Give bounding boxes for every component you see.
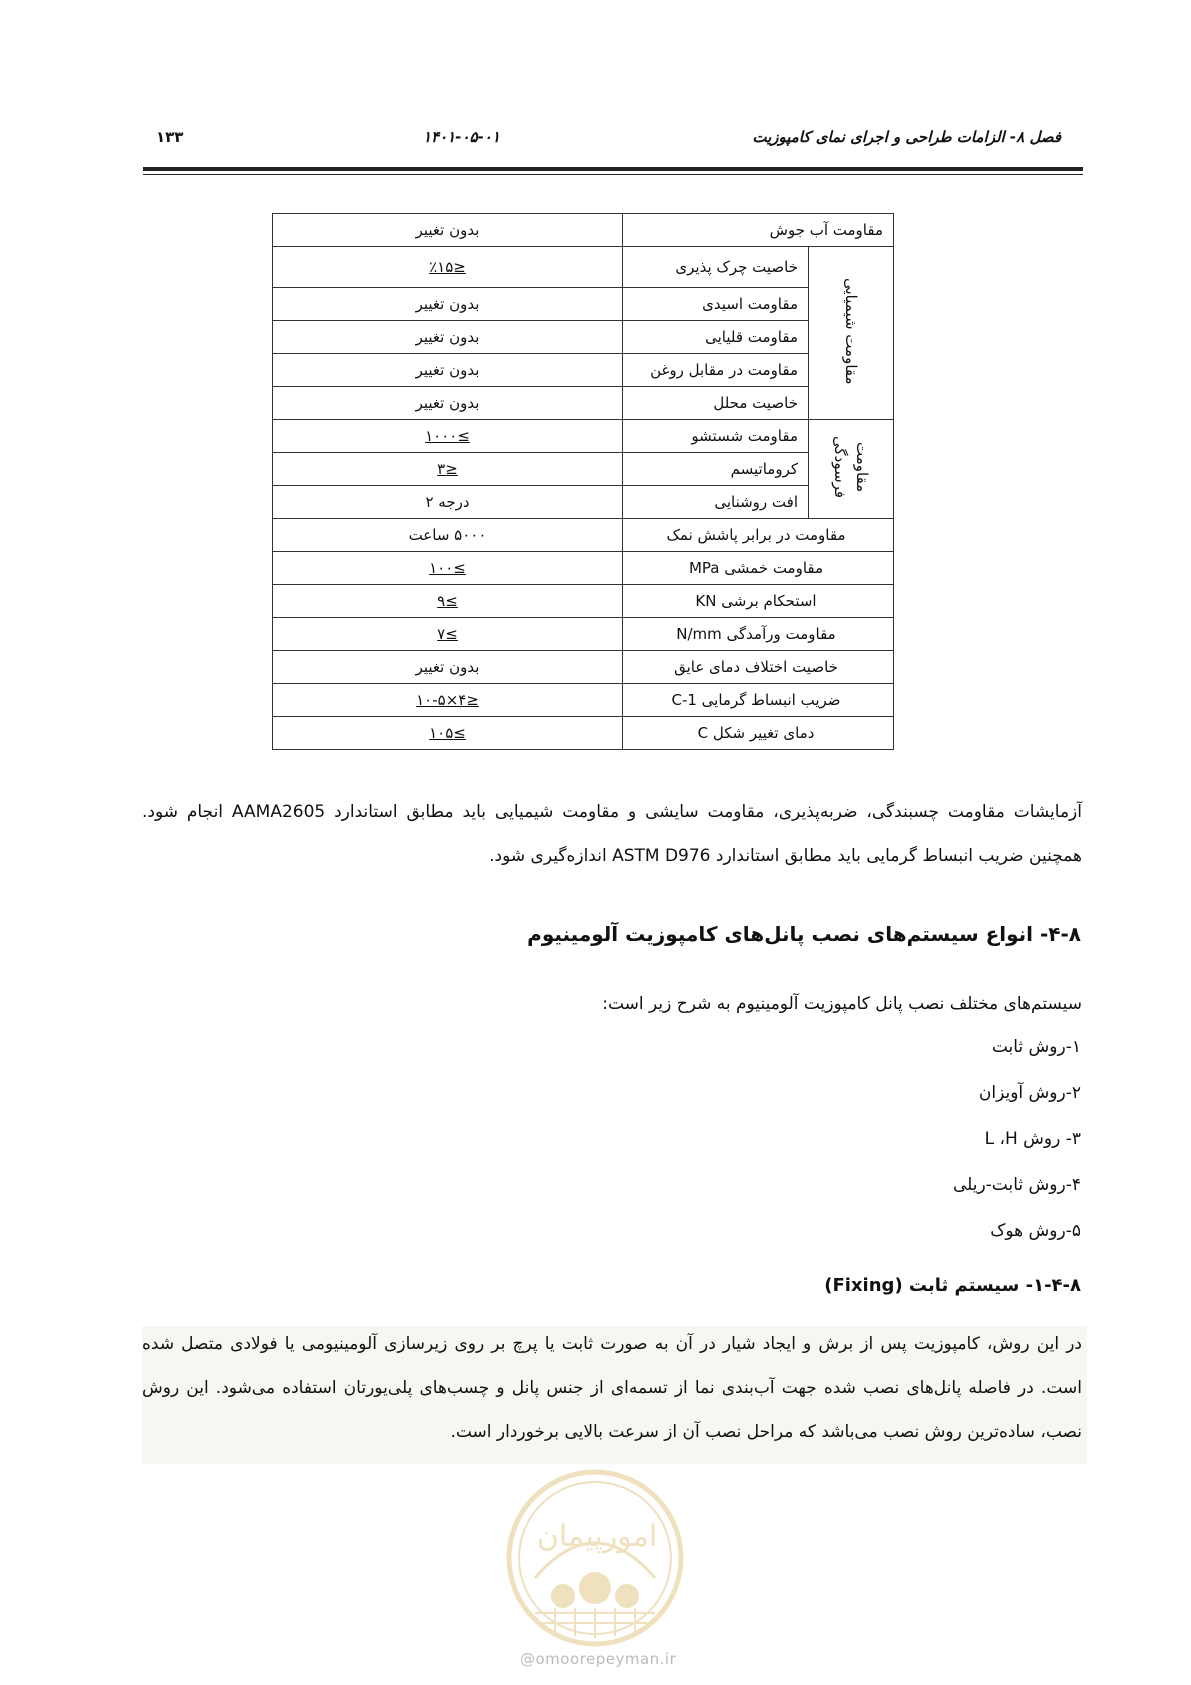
table-cell-property: مقاومت در مقابل روغن bbox=[623, 354, 809, 387]
section-heading: ۴-۸- انواع سیستم‌های نصب پانل‌های کامپوزیت آلومینیوم bbox=[527, 922, 1081, 946]
page-number: ۱۳۳ bbox=[156, 128, 184, 146]
table-cell-property: ضریب انبساط گرمایی C-1 bbox=[623, 684, 894, 717]
table-cell-property: مقاومت در برابر پاشش نمک bbox=[623, 519, 894, 552]
table-cell-value: درجه ۲ bbox=[273, 486, 623, 519]
table-group-chemical bbox=[809, 247, 894, 420]
paragraph-intro: سیستم‌های مختلف نصب پانل کامپوزیت آلومینیوم به شرح زیر است: bbox=[602, 994, 1082, 1014]
list-item: ۲-روش آویزان bbox=[978, 1083, 1081, 1103]
table-cell-value: بدون تغییر bbox=[273, 651, 623, 684]
paragraph-standards: آزمایشات مقاومت چسبندگی، ضربه‌پذیری، مقاومت سایشی و مقاومت شیمیایی باید مطابق استاندارد AAMA2605 انجام شود. همچنین ضریب انبساط گرمایی باید مطابق استاندارد ASTM D976 اندازه‌گیری شود. bbox=[142, 802, 1082, 866]
header-date: ۱۴۰۱-۰۵-۰۱ bbox=[423, 128, 500, 146]
table-cell-property: مقاومت شستشو bbox=[623, 420, 809, 453]
table-cell-value: بدون تغییر bbox=[273, 214, 623, 247]
table-cell-value: ≤۳ bbox=[273, 453, 623, 486]
table-row bbox=[273, 453, 894, 486]
table-cell-property: مقاومت قلیایی bbox=[623, 321, 809, 354]
table-row bbox=[273, 387, 894, 420]
table-row bbox=[273, 618, 894, 651]
table-cell-value: بدون تغییر bbox=[273, 288, 623, 321]
table-cell-property: مقاومت اسیدی bbox=[623, 288, 809, 321]
table-row bbox=[273, 354, 894, 387]
table-cell-property: دمای تغییر شکل C bbox=[623, 717, 894, 750]
list-item: ۵-روش هوک bbox=[990, 1221, 1081, 1241]
table-cell-value: ≤۴×۱۰-۵ bbox=[273, 684, 623, 717]
group-label: مقاومت فرسودگی bbox=[831, 435, 871, 499]
table-cell-value: ۵۰۰۰ ساعت bbox=[273, 519, 623, 552]
table-cell-value: بدون تغییر bbox=[273, 354, 623, 387]
header-rule-thin bbox=[143, 174, 1083, 175]
table-cell-property: مقاومت آب جوش bbox=[623, 214, 894, 247]
table-row bbox=[273, 288, 894, 321]
table-cell-property: مقاومت خمشی MPa bbox=[623, 552, 894, 585]
group-label: مقاومت شیمیایی bbox=[842, 277, 860, 385]
list-item: ۴-روش ثابت-ریلی bbox=[952, 1175, 1081, 1195]
table-row bbox=[273, 651, 894, 684]
install-methods-list bbox=[953, 1024, 1081, 1254]
chapter-title: فصل ۸- الزامات طراحی و اجرای نمای کامپوزیت bbox=[752, 128, 1061, 146]
seal-text: امورپیمان bbox=[536, 1519, 658, 1554]
table-row bbox=[273, 684, 894, 717]
table-cell-value: ≥۱۰۰۰ bbox=[273, 420, 623, 453]
table-row bbox=[273, 717, 894, 750]
table-row bbox=[273, 321, 894, 354]
table-group-wear bbox=[809, 420, 894, 519]
table-cell-property: خاصیت اختلاف دمای عایق bbox=[623, 651, 894, 684]
list-item: ۳- روش L ،H bbox=[984, 1129, 1081, 1149]
paragraph-fixing: در این روش، کامپوزیت پس از برش و ایجاد شیار در آن به صورت ثابت یا پرچ بر روی زیرسازی آلومینیومی یا فولادی متصل شده است. در فاصله پانل‌های نصب شده جهت آب‌بندی نما از تسمه‌ای از جنس پانل و چسب‌های پلی‌یورتان استفاده می‌شود. این روش نصب، ساده‌ترین روش نصب می‌باشد که مراحل نصب آن از سرعت بالایی برخوردار است. bbox=[142, 1334, 1082, 1442]
table-cell-value: ≥۹ bbox=[273, 585, 623, 618]
subsection-heading: ۱-۴-۸- سیستم ثابت (Fixing) bbox=[824, 1275, 1081, 1296]
table-row bbox=[273, 486, 894, 519]
properties-table bbox=[272, 213, 894, 750]
table-row bbox=[273, 420, 894, 453]
table-cell-property: مقاومت ورآمدگی N/mm bbox=[623, 618, 894, 651]
watermark-site: @omoorepeyman.ir bbox=[520, 1650, 677, 1668]
table-cell-property: خاصیت چرک پذیری bbox=[623, 247, 809, 288]
table-cell-property: افت روشنایی bbox=[623, 486, 809, 519]
table-row bbox=[273, 519, 894, 552]
table-row bbox=[273, 247, 894, 288]
table-cell-property: استحکام برشی KN bbox=[623, 585, 894, 618]
table-cell-value: ≥۱۰۰ bbox=[273, 552, 623, 585]
table-cell-property: کروماتیسم bbox=[623, 453, 809, 486]
table-row bbox=[273, 552, 894, 585]
table-cell-value: بدون تغییر bbox=[273, 387, 623, 420]
table-cell-value: ≥۱۰۵ bbox=[273, 717, 623, 750]
table-cell-value: ≤٪۱۵ bbox=[273, 247, 623, 288]
watermark-seal-icon bbox=[505, 1468, 685, 1648]
table-cell-value: بدون تغییر bbox=[273, 321, 623, 354]
table-cell-property: خاصیت محلل bbox=[623, 387, 809, 420]
header-rule-thick bbox=[143, 167, 1083, 171]
table-row bbox=[273, 585, 894, 618]
list-item: ۱-روش ثابت bbox=[991, 1037, 1081, 1057]
table-row bbox=[273, 214, 894, 247]
table-cell-value: ≥۷ bbox=[273, 618, 623, 651]
